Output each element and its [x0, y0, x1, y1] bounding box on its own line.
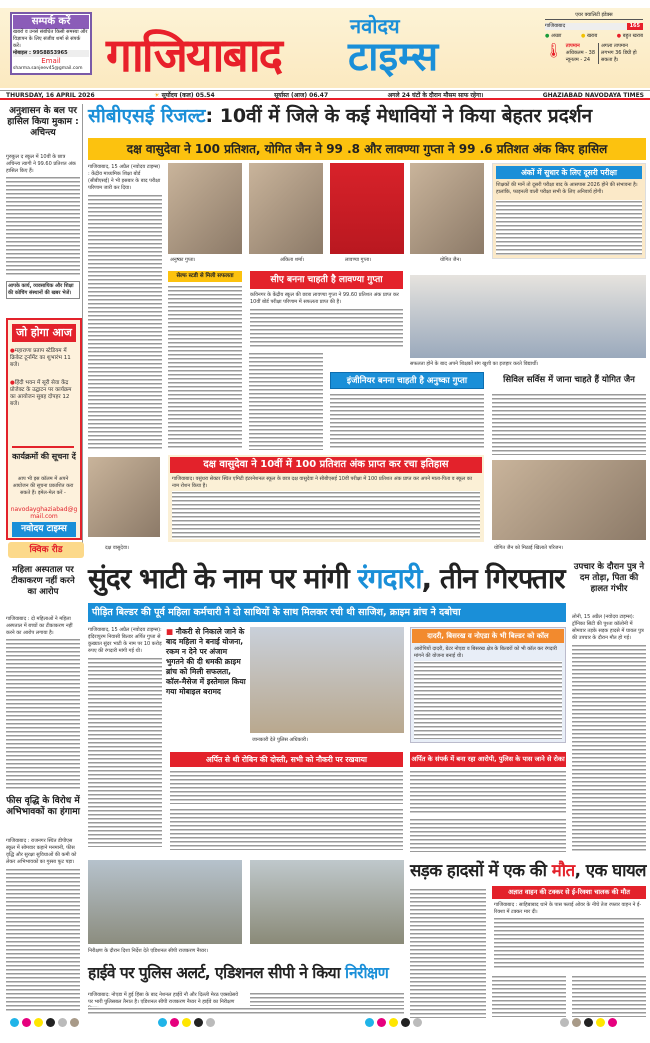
dot-icon: ● — [580, 33, 586, 39]
student-photo — [249, 163, 323, 254]
column-divider — [82, 104, 83, 544]
boy-caption: दक्ष वासुदेवा। — [105, 545, 129, 551]
accident-subhead — [492, 886, 646, 899]
temp-label: तापमान — [565, 43, 580, 49]
sidebox-text: शिक्षकों की मानें तो दूसरी परीक्षा बाद के आसपास 2026 होने की संभावना है। हालांकि, फाइनली वाली परीक्षा सभी के लिए अनिवार्य होगी। — [496, 182, 638, 195]
date: THURSDAY, 16 APRIL 2026 — [6, 92, 95, 99]
right-story-body — [572, 644, 646, 851]
bullet-icon: ■ — [166, 627, 174, 636]
student-photo — [330, 163, 404, 254]
self-study-label-text: सेल्फ स्टडी से मिली सफलता — [176, 273, 234, 279]
highway-body — [250, 992, 404, 1006]
paper-name: GHAZIABAD NAVODAYA TIMES — [542, 92, 644, 99]
crime-bar-1-text: अर्पित से थी रोबिन की दोस्ती, सभी को नौकरी पर रखवाया — [206, 755, 367, 764]
crime-bar-2-text: अर्पित के संपर्क में बना रहा आरोपी, पुलिस के पास जाने से रोका — [411, 755, 565, 763]
divider — [12, 446, 74, 448]
student-photo — [410, 163, 484, 254]
events-email: navodayghaziabad@gmail.com — [10, 506, 78, 520]
sidebox-title — [496, 166, 642, 179]
group-photo — [410, 275, 646, 358]
accident-subhead-text: अज्ञात वाहन की टक्कर से ई-रिक्शा चालक की मौत — [508, 888, 630, 896]
highway-body — [88, 1007, 404, 1016]
quick-read-label: क्विक रीड — [29, 545, 63, 555]
crime-bar-2 — [410, 752, 566, 767]
contact-phone: मोबाइल : 9958853965 — [13, 50, 89, 57]
self-study-body — [168, 285, 242, 449]
crime-headline: सुंदर भाटी के नाम पर मांगी रंगदारी, तीन गिरफ्तार — [88, 562, 565, 595]
date-bar — [0, 90, 650, 100]
contact-email: sharma.sanjeev45@gmail.com — [13, 66, 83, 71]
registration-marks — [10, 1018, 79, 1027]
sidebox-body — [496, 200, 642, 255]
crime-subhead-text: पीड़ित बिल्डर की पूर्व महिला कर्मचारी ने दो साथियों के साथ मिलकर रची थी साजिश, क्राइम ब्रांच ने दबोचा — [92, 607, 461, 618]
lead-subhead — [88, 138, 646, 160]
today-item: ●महाराणा प्रताप स्टेडियम में क्रिकेट टूर्नामेंट का शुभारंभ 11 बजे। — [10, 348, 71, 368]
left-story3-body — [6, 868, 80, 1013]
highway-text: गाजियाबाद: नोएडा में हुई हिंसा के बाद नेशनल हाईवे नौ और दिल्ली मेरठ एक्सप्रेसवे पर भारी पुलिसबल तैनात है। एडिशनल सीपी राजकरण नैय्यर ने हाईवे का निरीक्षण — [88, 992, 239, 1005]
student-photo — [168, 163, 242, 254]
history-text: गाजियाबाद। वसुंधरा सेक्टर स्थित एमिटी इंटरनेशनल स्कूल के छात्र दक्ष वासुदेवा ने सीबीएसई 10वीं परीक्षा में 100 प्रतिशत अंक प्राप्त कर अपने माता-पिता व स्कूल का नाम रोशन किया है। — [172, 476, 472, 489]
quick-read-tab — [8, 542, 84, 558]
police-photo — [250, 627, 404, 733]
temp-forecast: अगला तापमान लगभग 36 डिग्री हो सकता है। — [598, 43, 638, 64]
engineer-body — [330, 393, 484, 450]
aqi-city: गाजियाबाद — [545, 23, 566, 29]
today-title-text: जो होगा आज — [16, 326, 72, 339]
lead-body — [88, 194, 162, 449]
family-caption: योगित जैन को मिठाई खिलाते परिजन। — [494, 545, 564, 551]
accident-body — [492, 975, 566, 1017]
lead-body — [249, 352, 323, 450]
civil-title-text: सिविल सर्विस में जाना चाहते हैं योगित जैन — [503, 375, 635, 385]
civil-title — [492, 372, 646, 389]
left-story1-body — [6, 176, 80, 276]
highway-headline: हाईवे पर पुलिस अलर्ट, एडिशनल सीपी ने किया निरीक्षण — [88, 964, 389, 982]
self-study-label — [168, 271, 242, 282]
photo-caption: अंकिता शर्मा। — [280, 257, 305, 263]
ca-title-text: सीए बनना चाहती है लावण्या गुप्ता — [270, 275, 383, 285]
logo-title-blue-top: नवोदय — [350, 14, 400, 38]
right-story-text: लोनी, 15 अप्रैल (नवोदय टाइम्स): ट्रॉनिका सिटी की पुश्ता कॉलोनी में सोमवार तड़के सड़क हादसे में घायल पुत्र की उपचार के दौरान मौत हो गई। — [572, 614, 644, 641]
ca-text: कविनगर के केंद्रीय स्कूल की छात्रा लावण्या गुप्ता ने 99.60 प्रतिशत अंक प्राप्त कर 10वीं बोर्ड परीक्षा परिणाम में सफलता प्राप्त की है। — [250, 292, 399, 305]
accident-body — [494, 917, 644, 970]
dot-icon: ● — [616, 33, 622, 39]
accident-headline: सड़क हादसों में एक की मौत, एक घायल — [410, 861, 646, 881]
sidebox-title-text: अंकों में सुधार के लिए दूसरी परीक्षा — [521, 168, 617, 177]
builder-box-text: आरोपियों दादरी, ग्रेटर नोएडा व बिसरख क्षेत्र के बिल्डरों को भी कॉल कर रंगदारी मांगने की योजना बनाई थी। — [414, 646, 557, 659]
left-story3-text: गाजियाबाद : राजनगर स्थित डीपीएस स्कूल में सोमवार कहाने मनमानी, फीस वृद्धि और सुरक्षा सुविधाओं की कमी को लेकर अभिभावकों का गुस्सा फूट पड़ा। — [6, 838, 77, 865]
dot-icon: ● — [545, 33, 550, 39]
crime-bar1-body — [170, 770, 403, 804]
highway-photo — [88, 860, 242, 944]
logo-title-red — [106, 30, 344, 80]
contact-email-label: Email — [41, 57, 61, 65]
legend-bad: ● खराब — [580, 33, 598, 39]
crime-bullet: ■ नौकरी से निकाले जाने के बाद महिला ने बनाई योजना, रकम न देने पर अंजाम भुगतने की दी धमकी क्राइम ब्रांच को मिली सफलता, कॉल-मैसेज में इस्तेमाल किया गया मोबाइल बरामद — [166, 627, 246, 696]
events-text: आप भी इस कॉलम में अपने आयोजन की सूचना प्रकाशित करा सकते हैं। इमेल-मेल करें - — [12, 476, 74, 496]
brand-logo — [12, 522, 76, 537]
builder-box-body — [414, 661, 562, 739]
bullet-icon: ● — [10, 380, 15, 386]
logo-title-red-text: गाजियाबाद — [106, 28, 282, 82]
photo-caption: लावण्या गुप्ता। — [345, 257, 372, 263]
ca-body — [250, 308, 403, 348]
left-story2-body — [6, 638, 80, 790]
lead-dateline: गाजियाबाद, 15 अप्रैल (नवोदय टाइम्स) : केंद्रीय माध्यमिक शिक्षा बोर्ड (सीबीएसई) ने भी इसबार के बाद परीक्षा परिणाम जारी कर दिया। — [88, 164, 161, 191]
registration-marks — [158, 1018, 215, 1027]
photo-caption: योगित जैन। — [440, 257, 462, 263]
weather-box — [545, 12, 643, 64]
family-photo — [492, 460, 646, 540]
left-notice: आपके कार्य, व्यवसायिक और शिक्षा की कोचिंग संस्थानों की खबर भेजें। — [6, 281, 80, 299]
ca-title — [250, 271, 403, 289]
logo-title-blue — [348, 34, 508, 80]
crime-dateline: गाजियाबाद, 15 अप्रैल (नवोदय टाइम्स): इंदिरापुरम निवासी बिल्डर अर्पित गुप्ता से कुख्यात सुंदर भाटी के नाम पर 10 करोड़ रुपए की रंगदारी मांगी गई थी। — [88, 627, 162, 654]
legend-very-bad: ● बहुत खराब — [616, 33, 643, 39]
history-title — [170, 457, 482, 473]
boy-photo — [88, 457, 160, 537]
builder-box-title-text: दादरी, बिसरख व नोएडा के भी बिल्डर को कॉल — [427, 632, 549, 640]
today-item: ●हिंदी भवन में सूरी सेवा केंद्र प्रोजेक्ट के उद्घाटन पर कार्यक्रम का आयोजन सुबह दोपहर 12 बजे। — [10, 380, 72, 407]
highway-photo-caption: निरीक्षण के दौरान दिशा निर्देश देते एडिशनल सीपी राजकरण नैय्यर। — [88, 948, 209, 954]
group-photo-caption: सफलता होने के बाद अपने शिक्षकों संग खुशी का इजहार करते विद्यार्थी। — [410, 361, 539, 367]
crime-subhead — [88, 603, 566, 622]
legend-good: ● अच्छा — [545, 33, 562, 39]
sunrise: ☀ सूर्योदय (कल) 05.54 — [154, 92, 215, 99]
sun-icon: ☀ — [154, 92, 160, 99]
civil-body — [492, 393, 646, 455]
lead-headline: सीबीएसई रिजल्ट: 10वीं में जिले के कई मेधावियों ने किया बेहतर प्रदर्शन — [88, 105, 593, 127]
contact-title: सम्पर्क करें — [13, 15, 89, 29]
left-story1-title: अनुशासन के बल पर हासिल किया मुकाम : अचिन्त्य — [7, 106, 79, 138]
history-title-text: दक्ष वासुदेवा ने 10वीं में 100 प्रतिशत अंक प्राप्त कर रचा इतिहास — [203, 459, 449, 470]
builder-box-title — [412, 629, 564, 643]
aqi-heading: एयर क्वालिटी इंडेक्स — [545, 12, 643, 20]
left-story2-text: गाजियाबाद : दो महिलाओं ने महिला अस्पताल में बच्चों का टीकाकरण नहीं करने का आरोप लगाया है। — [6, 616, 73, 636]
crime-body — [170, 808, 403, 850]
thermometer-icon: 🌡 — [545, 43, 563, 59]
contact-box — [10, 12, 92, 75]
crime-body — [88, 657, 162, 847]
accident-text: गाजियाबाद : साहिबाबाद थाने के पास फ्लाई ओवर के नीचे तेज रफ्तार वाहन ने ई-रिक्शा में टक्कर मार दी। — [494, 902, 642, 915]
registration-marks — [560, 1018, 617, 1027]
left-story1-text: गुरुकुल द स्कूल में 10वीं के छात्र अचिन्त्य त्यागी ने 99.60 प्रतिशत अंक हासिल किए हैं। — [6, 154, 76, 174]
aqi-value: 165 — [627, 23, 643, 30]
left-story3-title: फीस वृद्धि के विरोध में अभिभावकों का हंगामा — [6, 796, 80, 817]
events-title: कार्यक्रमों की सूचना दें — [12, 452, 76, 461]
weather-forecast: अगले 24 घंटों के दौरान मौसम साफ रहेगा। — [387, 92, 484, 99]
crime-body — [410, 818, 566, 852]
engineer-title — [330, 372, 484, 389]
crime-bar-1 — [170, 752, 403, 767]
history-body — [172, 491, 480, 539]
police-photo-caption: जानकारी देते पुलिस अधिकारी। — [252, 737, 308, 743]
lead-subhead-text: दक्ष वासुदेवा ने 100 प्रतिशत, योगित जैन ने 99 .8 और लावण्या गुप्ता ने 99 .6 प्रतिशत अंक किए हासिल — [126, 142, 608, 156]
temp-max: अधिकतम - 38 — [565, 50, 595, 56]
accident-body — [572, 975, 646, 1017]
registration-marks — [365, 1018, 422, 1027]
temp-min: न्यूनतम - 24 — [565, 57, 591, 63]
engineer-title-text: इंजीनियर बनना चाहती है अनुष्का गुप्ता — [346, 376, 468, 386]
today-title — [12, 324, 76, 342]
left-story2-title: महिला अस्पताल पर टीकाकरण नहीं करने का आरोप — [11, 565, 75, 597]
sunset: सूर्यास्त (आज) 06.47 — [274, 92, 329, 99]
crime-bar2-body — [410, 770, 566, 814]
right-story-title: उपचार के दौरान पुत्र ने दम तोड़ा, पिता की हालत गंभीर — [573, 562, 645, 594]
highway-photo — [250, 860, 404, 944]
contact-text: खबरों व उनसे संबंधित किसी समस्या और विज्ञापन के लिए संजीव शर्मा से संपर्क करें। — [13, 29, 88, 49]
bullet-icon: ● — [10, 348, 15, 354]
logo-title-blue-text: टाइम्स — [348, 34, 439, 80]
photo-caption: अनुष्का गुप्ता। — [170, 257, 196, 263]
brand-logo-text: नवोदय टाइम्स — [21, 524, 67, 534]
accident-body — [410, 888, 486, 1018]
